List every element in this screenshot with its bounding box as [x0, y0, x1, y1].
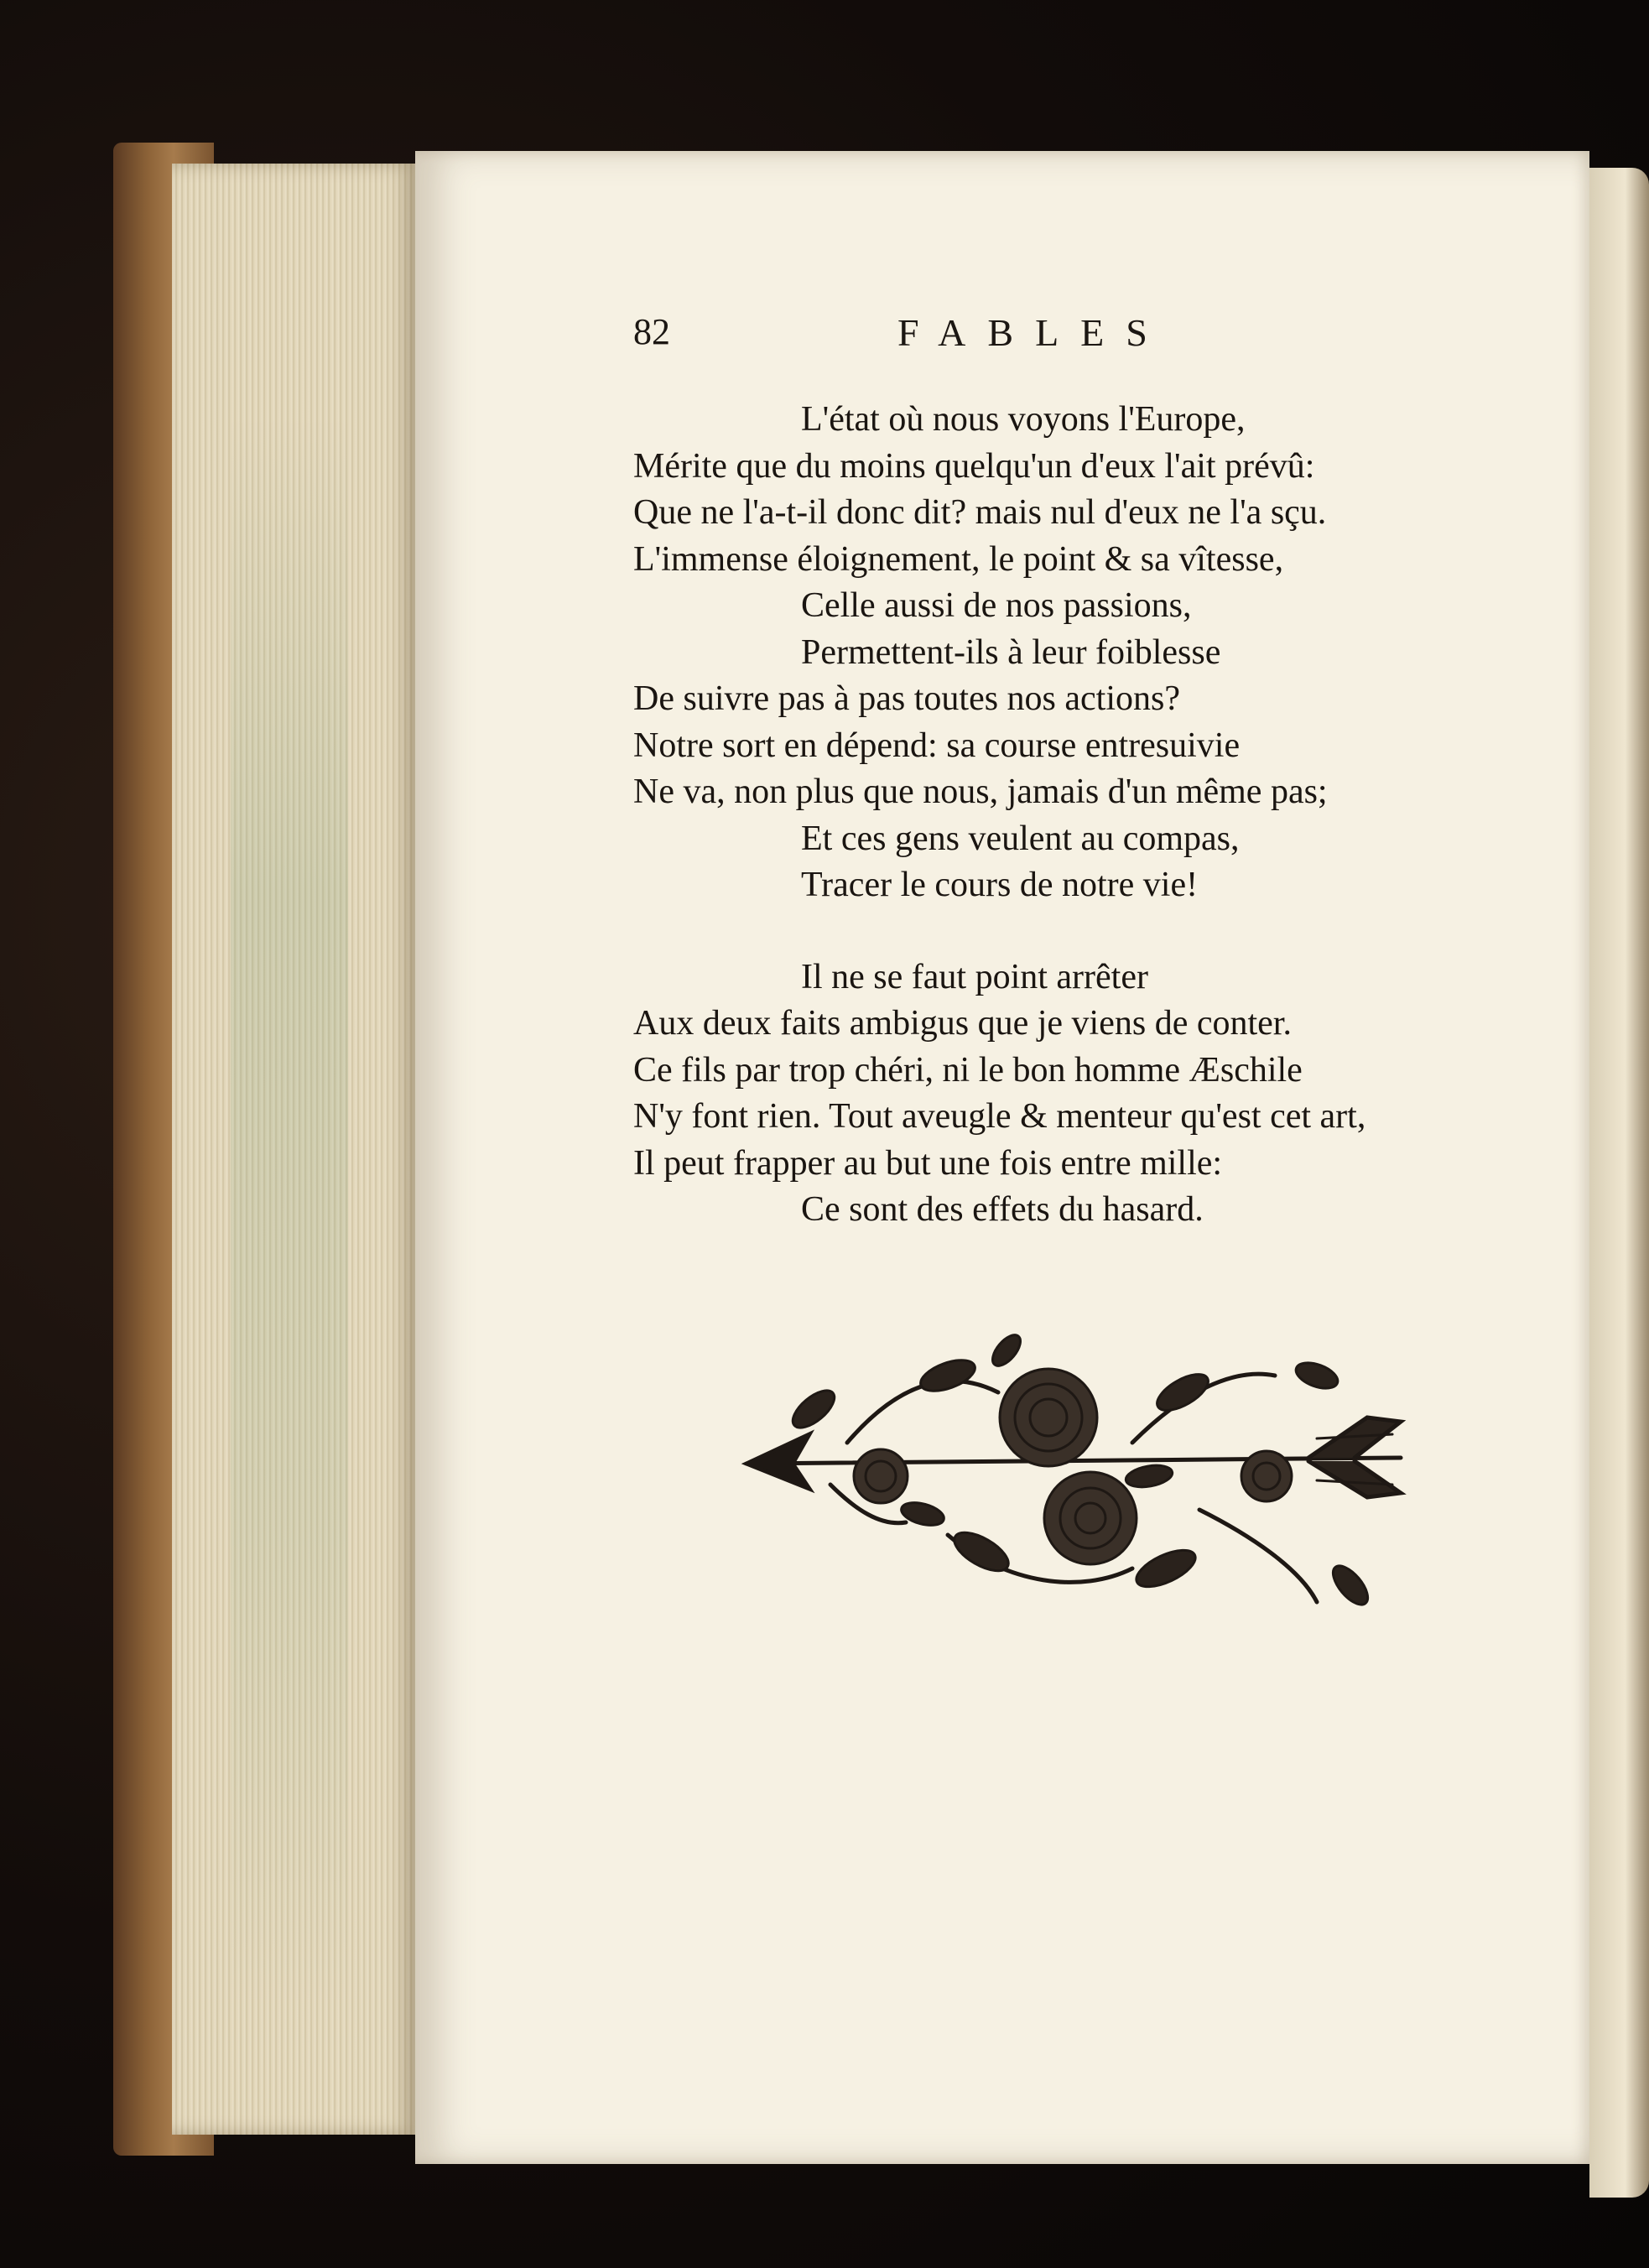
running-title: FABLES — [897, 311, 1169, 354]
verse-line: Mérite que du moins quelqu'un d'eux l'ait prévû: — [633, 446, 1315, 486]
verse-line: L'immense éloignement, le point & sa vîtesse, — [633, 539, 1284, 579]
running-header — [625, 310, 1589, 361]
verse-line: Ce sont des effets du hasard. — [801, 1190, 1204, 1229]
verse-line: Aux deux faits ambigus que je viens de conter. — [633, 1004, 1292, 1043]
verse-line: Celle aussi de nos passions, — [801, 586, 1192, 625]
verse-line: Notre sort en dépend: sa course entresuivie — [633, 726, 1241, 765]
verse-line: Ce fils par trop chéri, ni le bon homme Æschile — [633, 1050, 1303, 1090]
facing-page-edge — [1589, 168, 1649, 2198]
verse-line: Permettent-ils à leur foiblesse — [801, 632, 1221, 672]
verse-line: Il peut frapper au but une fois entre mille: — [633, 1143, 1223, 1183]
verse-line: De suivre pas à pas toutes nos actions? — [633, 679, 1181, 718]
print-mark — [956, 1711, 965, 1736]
verse-line: N'y font rien. Tout aveugle & menteur qu'est cet art, — [633, 1097, 1366, 1136]
verse-line: Que ne l'a-t-il donc dit? mais nul d'eux ne l'a sçu. — [633, 493, 1327, 532]
verse-line: Il ne se faut point arrêter — [801, 957, 1148, 996]
verse-line: L'état où nous voyons l'Europe, — [801, 400, 1246, 439]
verse-line: Ne va, non plus que nous, jamais d'un même pas; — [633, 772, 1328, 811]
poem — [633, 397, 1556, 1234]
verse-line: Tracer le cours de notre vie! — [801, 866, 1199, 904]
arrow-with-roses-woodcut-icon — [730, 1317, 1418, 1636]
stanza-2 — [633, 955, 1556, 1234]
verse-line: Et ces gens veulent au compas, — [801, 819, 1240, 858]
page-edges — [172, 164, 415, 2135]
page-number: 82 — [633, 311, 670, 352]
stanza-1 — [633, 397, 1556, 909]
stanza-gap — [633, 909, 1556, 955]
